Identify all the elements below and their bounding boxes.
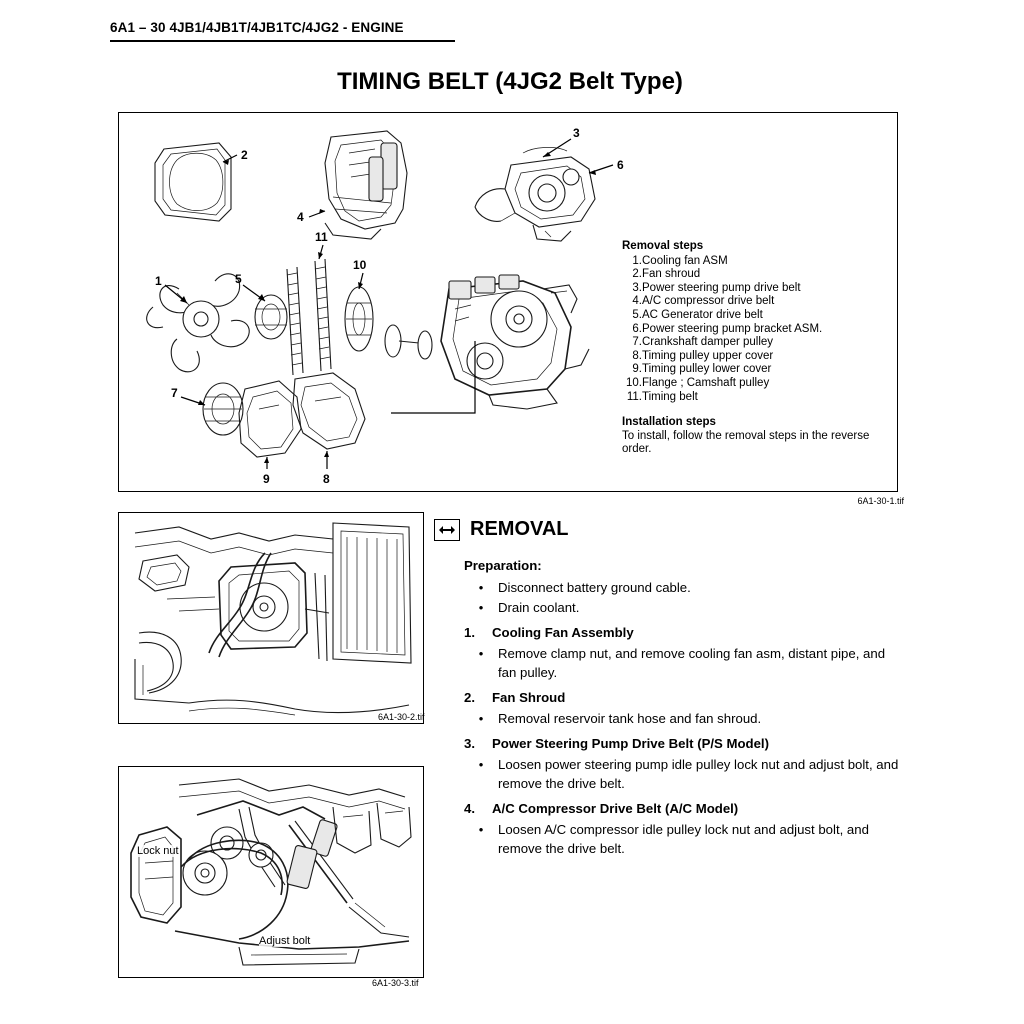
step-heading-4 — [464, 799, 904, 818]
list-item — [464, 709, 904, 728]
left-right-arrow-icon — [434, 519, 460, 541]
step-heading-3 — [464, 734, 904, 753]
part-engine-block — [441, 275, 589, 409]
bullet-text: Remove clamp nut, and remove cooling fan asm, distant pipe, and fan pulley. — [498, 646, 886, 680]
svg-text:6: 6 — [617, 158, 624, 172]
list-item — [464, 644, 904, 682]
figure1-caption: 6A1-30-1.tif — [857, 496, 904, 506]
label-lock-nut: Lock nut — [137, 845, 179, 857]
installation-steps-heading: Installation steps — [622, 416, 716, 429]
part-camshaft-pulley-flange — [345, 287, 432, 359]
step-title: Power Steering Pump Drive Belt (P/S Model) — [492, 736, 769, 751]
step-label: Timing pulley upper cover — [642, 349, 774, 362]
bullet-text: Loosen A/C compressor idle pulley lock nut and adjust bolt, and remove the drive belt. — [498, 822, 869, 856]
list-item — [622, 391, 890, 405]
part-fan-pulley — [255, 295, 287, 339]
svg-text:9: 9 — [263, 472, 270, 486]
step-number: 3. — [464, 736, 475, 751]
part-timing-pulley-lower-cover — [239, 381, 301, 457]
svg-text:7: 7 — [171, 386, 178, 400]
list-item — [622, 336, 890, 350]
step-label: AC Generator drive belt — [642, 308, 763, 321]
list-item — [464, 755, 904, 793]
page-title: TIMING BELT (4JG2 Belt Type) — [337, 68, 683, 95]
step-number: 5. — [632, 308, 642, 321]
bullet-text: Removal reservoir tank hose and fan shroud. — [498, 711, 762, 726]
step-number: 3. — [632, 281, 642, 294]
part-timing-belt — [287, 259, 331, 375]
step-number: 7. — [632, 336, 642, 349]
list-item — [622, 377, 890, 391]
step-label: Cooling fan ASM — [642, 254, 728, 267]
step-title: Fan Shroud — [492, 690, 566, 705]
part-crankshaft-damper-pulley — [203, 383, 243, 435]
list-item — [622, 350, 890, 364]
step-number: 11. — [626, 390, 642, 403]
svg-text:4: 4 — [297, 210, 304, 224]
label-adjust-bolt: Adjust bolt — [259, 935, 311, 947]
list-item — [464, 598, 904, 617]
header-divider — [110, 40, 455, 42]
step-number: 9. — [632, 363, 642, 376]
list-item — [464, 578, 904, 597]
removal-steps-block — [622, 240, 890, 457]
step-heading-1 — [464, 623, 904, 642]
part-fan-shroud — [155, 143, 231, 221]
step-number: 1. — [464, 625, 475, 640]
bullet-icon: • — [478, 646, 484, 661]
removal-section-heading — [434, 518, 569, 541]
step-number: 8. — [632, 349, 642, 362]
bullet-icon: • — [478, 822, 484, 837]
step-number: 10. — [626, 376, 642, 389]
installation-steps-text: To install, follow the removal steps in the reverse order. — [622, 429, 870, 456]
figure2-caption: 6A1-30-2.tif — [378, 712, 425, 722]
svg-text:5: 5 — [235, 272, 242, 286]
bullet-icon: • — [478, 580, 484, 595]
list-item — [622, 295, 890, 309]
svg-text:2: 2 — [241, 148, 248, 162]
part-ps-pump-bracket — [475, 147, 595, 241]
figure-engine-photo-1 — [118, 512, 424, 724]
step-label: Fan shroud — [642, 268, 701, 281]
svg-text:10: 10 — [353, 258, 367, 272]
step-label: A/C compressor drive belt — [642, 295, 775, 308]
list-item — [622, 363, 890, 377]
step-label: Timing belt — [642, 390, 698, 403]
step-title: Cooling Fan Assembly — [492, 625, 634, 640]
list-item — [622, 282, 890, 296]
engine-bay-drawing-1 — [119, 513, 422, 722]
svg-text:8: 8 — [323, 472, 330, 486]
part-timing-pulley-upper-cover — [293, 373, 365, 449]
figure-engine-photo-2 — [118, 766, 424, 978]
step-heading-2 — [464, 688, 904, 707]
step-label: Flange ; Camshaft pulley — [642, 376, 770, 389]
step-title: A/C Compressor Drive Belt (A/C Model) — [492, 801, 739, 816]
removal-steps-heading: Removal steps — [622, 240, 704, 252]
list-item — [622, 309, 890, 323]
list-item — [622, 268, 890, 282]
list-item — [464, 820, 904, 858]
svg-text:3: 3 — [573, 126, 580, 140]
list-item — [622, 255, 890, 269]
bullet-icon: • — [478, 711, 484, 726]
left-right-arrow-glyph — [439, 525, 455, 535]
step-label: Timing pulley lower cover — [642, 363, 772, 376]
svg-text:1: 1 — [155, 274, 162, 288]
step-number: 4. — [632, 295, 642, 308]
step-label: Power steering pump bracket ASM. — [642, 322, 823, 335]
step-label: Crankshaft damper pulley — [642, 336, 774, 349]
step-number: 4. — [464, 801, 475, 816]
part-cooling-fan — [147, 274, 250, 372]
bullet-icon: • — [478, 600, 484, 615]
step-number: 2. — [464, 690, 475, 705]
bullet-text: Drain coolant. — [498, 600, 580, 615]
bullet-icon: • — [478, 757, 484, 772]
bullet-text: Disconnect battery ground cable. — [498, 580, 691, 595]
removal-procedure — [464, 556, 904, 859]
removal-steps-list — [622, 255, 890, 405]
preparation-heading: Preparation: — [464, 558, 542, 573]
list-item — [622, 323, 890, 337]
part-engine-front-upper — [325, 131, 407, 239]
bullet-text: Loosen power steering pump idle pulley lock nut and adjust bolt, and remove the drive belt. — [498, 757, 899, 791]
step-number: 2. — [632, 268, 642, 281]
figure3-caption: 6A1-30-3.tif — [372, 978, 419, 988]
step-label: Power steering pump drive belt — [642, 281, 801, 294]
step-number: 6. — [632, 322, 642, 335]
removal-title: REMOVAL — [470, 518, 569, 540]
svg-text:11: 11 — [315, 230, 328, 244]
step-number: 1. — [632, 254, 642, 267]
page-header: 6A1 – 30 4JB1/4JB1T/4JB1TC/4JG2 - ENGINE — [110, 20, 404, 35]
